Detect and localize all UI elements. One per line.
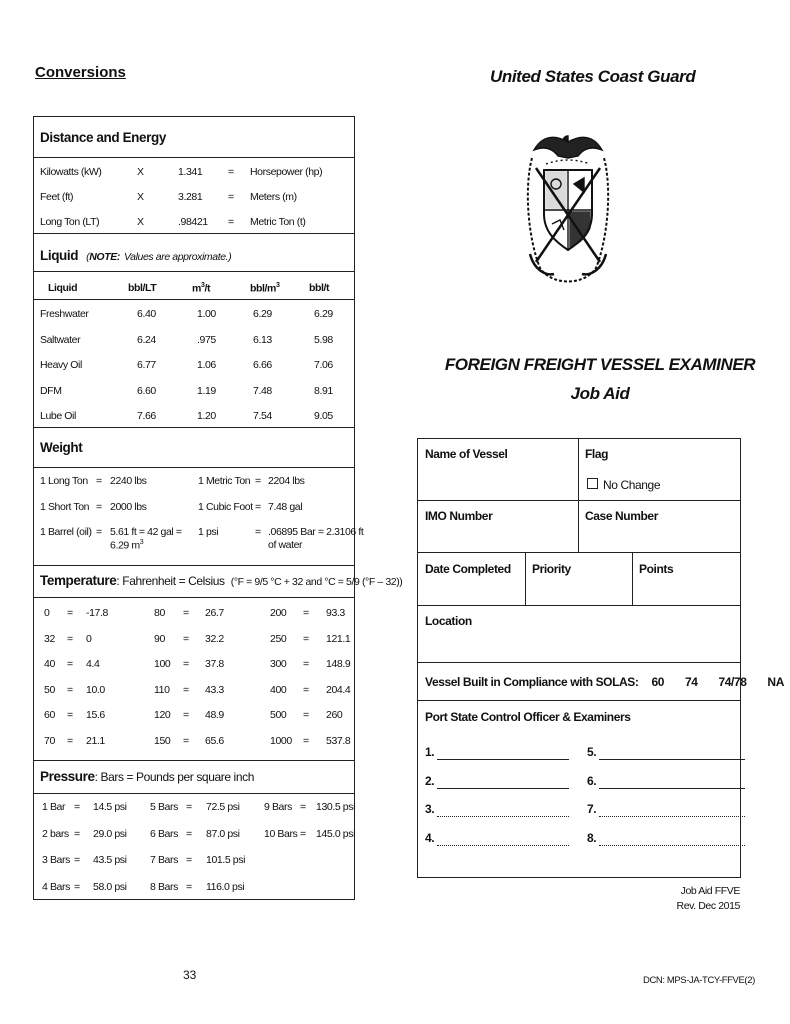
weight-cell: 1 Metric Ton bbox=[198, 475, 251, 487]
temperature-heading: Temperature bbox=[40, 573, 117, 588]
pressure-cell: = bbox=[74, 801, 80, 813]
distance-cell: X bbox=[137, 191, 144, 203]
distance-cell: .98421 bbox=[178, 216, 208, 228]
solas-60[interactable]: 60 bbox=[651, 675, 665, 689]
distance-cell: Horsepower (hp) bbox=[250, 166, 323, 178]
pressure-cell: 145.0 psi bbox=[316, 827, 356, 840]
liquid-name: Freshwater bbox=[40, 308, 89, 320]
pressure-cell: 29.0 psi bbox=[93, 827, 127, 840]
pressure-cell: 72.5 psi bbox=[206, 801, 240, 813]
liquid-value: 1.20 bbox=[197, 410, 216, 422]
temperature-cell: = bbox=[183, 607, 189, 619]
pressure-cell: 2 bars bbox=[42, 827, 69, 840]
temperature-cell: 21.1 bbox=[86, 734, 105, 747]
temperature-cell: = bbox=[183, 658, 189, 670]
examiner-line-5[interactable] bbox=[599, 759, 745, 760]
temperature-cell: 250 bbox=[270, 632, 287, 645]
weight-cell: 5.61 ft = 42 gal = bbox=[110, 526, 182, 538]
examiner-slot-label: 1. bbox=[425, 745, 435, 759]
weight-cell: 7.48 gal bbox=[268, 500, 303, 513]
liquid-value: .975 bbox=[197, 333, 216, 346]
weight-cell: 1 Cubic Foot bbox=[198, 500, 253, 513]
temperature-cell: 260 bbox=[326, 709, 343, 721]
liquid-value: 7.66 bbox=[137, 410, 156, 422]
date-completed-label: Date Completed bbox=[425, 562, 511, 576]
pressure-cell: 87.0 psi bbox=[206, 827, 240, 840]
no-change-checkbox[interactable] bbox=[587, 478, 598, 489]
pressure-cell: = bbox=[74, 854, 80, 866]
temperature-formula: Fahrenheit = Celsius bbox=[122, 574, 225, 588]
examiner-slot-label: 8. bbox=[587, 831, 597, 845]
temperature-cell: 50 bbox=[44, 683, 55, 696]
liquid-value: 6.60 bbox=[137, 384, 156, 397]
temperature-cell: = bbox=[183, 683, 189, 696]
weight-heading: Weight bbox=[40, 440, 83, 455]
liquid-name: Heavy Oil bbox=[40, 359, 82, 371]
liquid-header: bbl/t bbox=[309, 282, 330, 294]
pressure-cell: 5 Bars bbox=[150, 801, 178, 813]
temperature-cell: 4.4 bbox=[86, 658, 100, 670]
temperature-cell: 100 bbox=[154, 658, 171, 670]
liquid-value: 6.29 bbox=[253, 308, 272, 320]
weight-cell: 1 Barrel (oil) bbox=[40, 526, 92, 538]
weight-cell: of water bbox=[268, 539, 303, 551]
liquid-header: bbl/LT bbox=[128, 282, 157, 294]
temperature-cell: = bbox=[303, 683, 309, 696]
temperature-cell: = bbox=[303, 709, 309, 721]
temperature-cell: 93.3 bbox=[326, 607, 345, 619]
temperature-cell: 40 bbox=[44, 658, 55, 670]
weight-cell: 1 Short Ton bbox=[40, 500, 90, 513]
pressure-cell: = bbox=[186, 801, 192, 813]
temperature-cell: = bbox=[67, 709, 73, 721]
solas-na[interactable]: NA bbox=[767, 675, 784, 689]
pressure-cell: 58.0 psi bbox=[93, 880, 127, 893]
doc-title-line1: FOREIGN FREIGHT VESSEL EXAMINER bbox=[444, 355, 756, 374]
doc-title-line2: Job Aid bbox=[570, 384, 630, 403]
footer-line2: Rev. Dec 2015 bbox=[676, 900, 740, 912]
temperature-cell: 200 bbox=[270, 607, 287, 619]
weight-cell: = bbox=[255, 475, 261, 487]
priority-label: Priority bbox=[532, 562, 571, 576]
examiner-line-3[interactable] bbox=[437, 816, 569, 817]
liquid-value: 7.54 bbox=[253, 410, 272, 422]
examiner-line-1[interactable] bbox=[437, 759, 569, 760]
points-label: Points bbox=[639, 562, 674, 576]
weight-cell: 2000 lbs bbox=[110, 500, 147, 513]
distance-heading: Distance and Energy bbox=[40, 130, 166, 145]
weight-cell: 2240 lbs bbox=[110, 475, 147, 487]
no-change-label: No Change bbox=[603, 478, 661, 492]
temperature-cell: = bbox=[303, 734, 309, 747]
temperature-cell: 65.6 bbox=[205, 734, 224, 747]
note-text: Values are approximate.) bbox=[123, 251, 232, 263]
temperature-cell: = bbox=[303, 658, 309, 670]
vessel-form bbox=[417, 438, 741, 878]
weight-cell: = bbox=[96, 526, 102, 538]
weight-cell: = bbox=[255, 526, 261, 538]
liquid-value: 7.06 bbox=[314, 359, 333, 371]
liquid-value: 6.66 bbox=[253, 359, 272, 371]
temperature-cell: = bbox=[303, 607, 309, 619]
distance-cell: Metric Ton (t) bbox=[250, 216, 306, 228]
pressure-formula: Bars = Pounds per square inch bbox=[100, 770, 254, 784]
pressure-cell: 6 Bars bbox=[150, 827, 178, 840]
pressure-cell: 116.0 psi bbox=[206, 880, 245, 893]
distance-cell: Feet (ft) bbox=[40, 191, 74, 203]
distance-cell: = bbox=[228, 216, 234, 228]
pressure-cell: = bbox=[74, 880, 80, 893]
weight-cell: 1 psi bbox=[198, 526, 219, 538]
temperature-cell: 60 bbox=[44, 709, 55, 721]
examiner-line-8[interactable] bbox=[599, 845, 745, 846]
liquid-value: 8.91 bbox=[314, 384, 333, 397]
pressure-cell: 9 Bars bbox=[264, 801, 292, 813]
temperature-cell: 121.1 bbox=[326, 632, 351, 645]
solas-74[interactable]: 74 bbox=[684, 675, 698, 689]
distance-cell: = bbox=[228, 191, 234, 203]
name-of-vessel-label: Name of Vessel bbox=[425, 447, 508, 461]
solas-row bbox=[425, 675, 784, 689]
weight-cell: = bbox=[255, 500, 261, 513]
examiner-slot-label: 5. bbox=[587, 745, 597, 759]
temperature-cell: = bbox=[67, 683, 73, 696]
liquid-header: bbl/$m^3$ bbox=[250, 282, 280, 295]
temperature-cell: 300 bbox=[270, 658, 287, 670]
distance-cell: Long Ton (LT) bbox=[40, 216, 100, 228]
pso-label: Port State Control Officer & Examiners bbox=[425, 710, 631, 724]
pressure-cell: = bbox=[186, 854, 192, 866]
examiner-slot-label: 7. bbox=[587, 802, 597, 816]
pressure-cell: = bbox=[186, 827, 192, 840]
temperature-cell: 90 bbox=[154, 632, 165, 645]
temperature-cell: 32.2 bbox=[205, 632, 224, 645]
temperature-cell: = bbox=[303, 632, 309, 645]
temperature-cell: = bbox=[67, 632, 73, 645]
distance-cell: X bbox=[137, 216, 144, 228]
note-label: NOTE: bbox=[89, 251, 120, 263]
weight-cell: 6.29 $m^3$ bbox=[110, 539, 144, 552]
pressure-cell: 43.5 psi bbox=[93, 854, 127, 866]
temperature-cell: 150 bbox=[154, 734, 171, 747]
footer-line1: Job Aid FFVE bbox=[680, 885, 740, 897]
distance-cell: Kilowatts (kW) bbox=[40, 166, 102, 178]
temperature-cell: 10.0 bbox=[86, 683, 105, 696]
liquid-value: 6.24 bbox=[137, 333, 156, 346]
examiner-line-2[interactable] bbox=[437, 788, 569, 789]
temperature-cell: 400 bbox=[270, 683, 287, 696]
liquid-value: 6.29 bbox=[314, 308, 333, 320]
weight-cell: = bbox=[96, 500, 102, 513]
imo-number-label: IMO Number bbox=[425, 509, 493, 523]
pressure-cell: 7 Bars bbox=[150, 854, 178, 866]
temperature-cell: 0 bbox=[44, 607, 50, 619]
pressure-cell: = bbox=[300, 827, 306, 840]
examiner-slot-label: 3. bbox=[425, 802, 435, 816]
pressure-cell: = bbox=[300, 801, 306, 813]
temperature-cell: 32 bbox=[44, 632, 55, 645]
pressure-cell: 3 Bars bbox=[42, 854, 70, 866]
temperature-cell: = bbox=[67, 658, 73, 670]
temperature-cell: 110 bbox=[154, 683, 170, 696]
pressure-cell: 1 Bar bbox=[42, 801, 66, 813]
page-number: 33 bbox=[183, 968, 197, 982]
temperature-cell: 204.4 bbox=[326, 683, 351, 696]
examiner-line-7[interactable] bbox=[599, 816, 745, 817]
liquid-header: $m^3/t$ bbox=[192, 282, 211, 295]
distance-cell: X bbox=[137, 166, 144, 178]
org-title: United States Coast Guard bbox=[490, 67, 696, 86]
temperature-cell: = bbox=[183, 734, 189, 747]
liquid-value: 5.98 bbox=[314, 333, 333, 346]
temperature-cell: = bbox=[67, 607, 73, 619]
temperature-cell: 48.9 bbox=[205, 709, 224, 721]
liquid-name: DFM bbox=[40, 384, 62, 397]
pressure-cell: 10 Bars bbox=[264, 827, 298, 840]
weight-cell: 1 Long Ton bbox=[40, 475, 88, 487]
temperature-cell: = bbox=[183, 709, 189, 721]
temperature-cell: 70 bbox=[44, 734, 55, 747]
temperature-cell: = bbox=[67, 734, 73, 747]
temperature-cell: 537.8 bbox=[326, 734, 351, 747]
weight-cell: .06895 Bar = 2.3106 ft bbox=[268, 526, 364, 538]
solas-74-78[interactable]: 74/78 bbox=[718, 675, 747, 689]
liquid-name: Saltwater bbox=[40, 333, 81, 346]
pressure-heading: Pressure bbox=[40, 769, 95, 784]
distance-cell: 1.341 bbox=[178, 166, 203, 178]
temperature-cell: 43.3 bbox=[205, 683, 224, 696]
liquid-value: 9.05 bbox=[314, 410, 333, 422]
solas-label: Vessel Built in Compliance with SOLAS: bbox=[425, 675, 639, 689]
liquid-value: 1.06 bbox=[197, 359, 216, 371]
examiner-slot-label: 6. bbox=[587, 774, 597, 788]
liquid-value: 6.40 bbox=[137, 308, 156, 320]
pressure-cell: = bbox=[186, 880, 192, 893]
temperature-cell: = bbox=[183, 632, 189, 645]
coast-guard-emblem-icon bbox=[524, 128, 612, 290]
liquid-value: 6.13 bbox=[253, 333, 272, 346]
flag-label: Flag bbox=[585, 447, 609, 461]
distance-cell: 3.281 bbox=[178, 191, 203, 203]
examiner-slot-label: 4. bbox=[425, 831, 435, 845]
liquid-value: 1.19 bbox=[197, 384, 216, 397]
examiner-slot-label: 2. bbox=[425, 774, 435, 788]
temperature-formula-2: (°F = 9/5 °C + 32 and °C = 5/9 (°F – 32)) bbox=[230, 576, 403, 588]
pressure-cell: 4 Bars bbox=[42, 880, 70, 893]
temperature-cell: 15.6 bbox=[86, 709, 105, 721]
pressure-cell: 130.5 psi bbox=[316, 801, 356, 813]
examiner-line-6[interactable] bbox=[599, 788, 745, 789]
distance-cell: Meters (m) bbox=[250, 191, 297, 203]
liquid-name: Lube Oil bbox=[40, 410, 76, 422]
liquid-heading-line: Liquid (NOTE: Values are approximate.) bbox=[40, 248, 232, 263]
weight-cell: = bbox=[96, 475, 102, 487]
weight-cell: 2204 lbs bbox=[268, 475, 305, 487]
pressure-cell: 8 Bars bbox=[150, 880, 178, 893]
temperature-cell: -17.8 bbox=[86, 607, 108, 619]
temperature-heading-line: Temperature: Fahrenheit = Celsius (°F = 9/5 °C + 32 and °C = 5/9 (°F – 32)) bbox=[40, 573, 403, 588]
temperature-cell: 80 bbox=[154, 607, 165, 619]
temperature-cell: 37.8 bbox=[205, 658, 224, 670]
case-number-label: Case Number bbox=[585, 509, 658, 523]
temperature-cell: 148.9 bbox=[326, 658, 351, 670]
temperature-cell: 26.7 bbox=[205, 607, 224, 619]
temperature-cell: 0 bbox=[86, 632, 92, 645]
liquid-header: Liquid bbox=[48, 282, 78, 294]
pressure-cell: 101.5 psi bbox=[206, 854, 246, 866]
temperature-cell: 500 bbox=[270, 709, 287, 721]
conversions-title: Conversions bbox=[35, 64, 126, 81]
temperature-cell: 1000 bbox=[270, 734, 292, 747]
dcn: DCN: MPS-JA-TCY-FFVE(2) bbox=[643, 975, 755, 986]
liquid-value: 6.77 bbox=[137, 359, 156, 371]
temperature-cell: 120 bbox=[154, 709, 171, 721]
examiner-line-4[interactable] bbox=[437, 845, 569, 846]
distance-cell: = bbox=[228, 166, 234, 178]
liquid-heading: Liquid bbox=[40, 248, 79, 263]
pressure-cell: 14.5 psi bbox=[93, 801, 127, 813]
liquid-value: 7.48 bbox=[253, 384, 272, 397]
location-label: Location bbox=[425, 614, 472, 628]
liquid-value: 1.00 bbox=[197, 308, 216, 320]
pressure-heading-line: Pressure: Bars = Pounds per square inch bbox=[40, 769, 254, 784]
pressure-cell: = bbox=[74, 827, 80, 840]
